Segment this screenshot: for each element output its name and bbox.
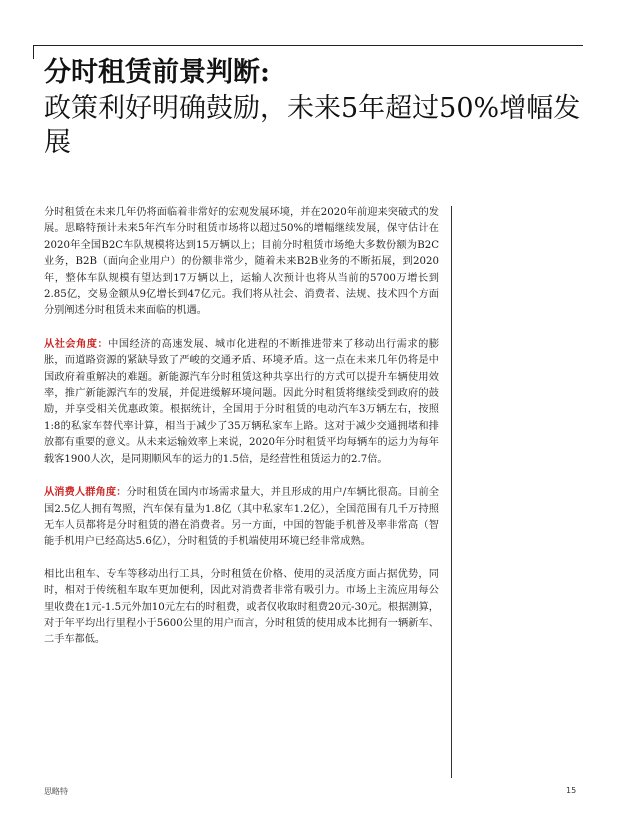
social-paragraph (44, 336, 439, 468)
compare-paragraph: 相比出租车、专车等移动出行工具，分时租赁在价格、使用的灵活度方面占据优势，同时，相对于传统租车取车更加便利，因此对消费者非常有吸引力。市场上主流应用每公里收费在1元-1.5元外加10元左右的时租费，或者仅收取时租费20元-30元。根据测算，对于年平均出行里程小于5600公里的用户而言，分时租赁的使用成本比拥有一辆新车、二手车都低。 (44, 568, 439, 646)
article-body (44, 205, 439, 665)
page-number: 15 (566, 786, 577, 795)
footer-brand: 思略特 (44, 787, 68, 796)
social-lead: 从社会角度： (44, 337, 109, 350)
page-subtitle: 政策利好明确鼓励，未来5年超过50%增幅发展 (44, 93, 581, 158)
column-divider (451, 206, 452, 778)
consumer-lead: 从消费人群角度： (44, 486, 127, 499)
consumer-paragraph (44, 484, 439, 551)
social-text: 中国经济的高速发展、城市化进程的不断推进带来了移动出行需求的膨胀，而道路资源的紧缺导致了严峻的交通矛盾、环境矛盾。这一点在未来几年仍将是中国政府着重解决的难题。新能源汽车分时租赁这种共享出行的方式可以提升车辆使用效率，推广新能源汽车的发展，并促进缓解环境问题。因此分时租赁将继续受到政府的鼓励，并享受相关优惠政策。根据统计，全国用于分时租赁的电动汽车3万辆左右，按照1:8的私家车替代率计算，相当于减少了35万辆私家车上路。这对于减少交通拥堵和排放都有重要的意义。从未来运输效率上来说，2020年分时租赁平均每辆车的运力为每年载客1900人次，是同期顺风车的运力的1.5倍，是经营性租赁运力的2.7倍。 (44, 338, 440, 465)
intro-paragraph: 分时租赁在未来几年仍将面临着非常好的宏观发展环境，并在2020年前迎来突破式的发展。思略特预计未来5年汽车分时租赁市场将以超过50%的增幅继续发展，保守估计在2020年全国B2C车队规模将达到15万辆以上；目前分时租赁市场绝大多数份额为B2C业务，B2B（面向企业用户）的份额非常少，随着未来B2B业务的不断拓展，到2020年，整体车队规模有望达到17万辆以上，运输人次预计也将从当前的5700万增长到2.85亿，交易金额从9亿增长到47亿元。我们将从社会、消费者、法规、技术四个方面分别阐述分时租赁未来面临的机遇。 (44, 207, 439, 317)
consumer-text: 分时租赁在国内市场需求量大，并且形成的用户/车辆比很高。目前全国2.5亿人拥有驾照，汽车保有量为1.8亿（其中私家车1.2亿），全国范围有几千万持照无车人员都将是分时租赁的潜在消费者。另一方面，中国的智能手机普及率非常高（智能手机用户已经高达5.6亿），分时租赁的手机端使用环境已经非常成熟。 (44, 487, 439, 548)
page-title: 分时租赁前景判断: (44, 57, 270, 88)
